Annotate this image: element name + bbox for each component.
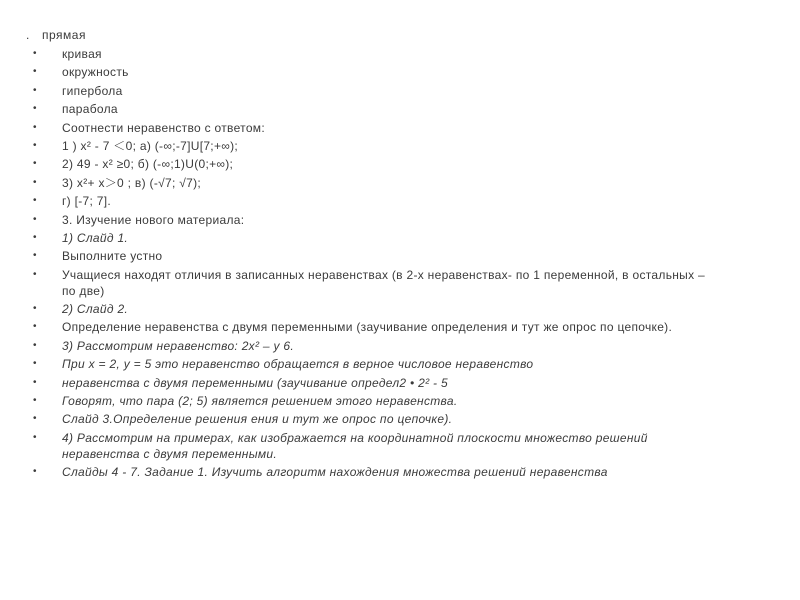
bullet-icon: • [33, 339, 37, 351]
bullet-icon: • [33, 431, 37, 443]
list-item-text: парабола [62, 102, 118, 117]
list-item-text: Соотнести неравенство с ответом: [62, 120, 265, 135]
list-item [0, 156, 760, 172]
bullet-icon: • [33, 48, 37, 59]
bullet-icon: • [33, 321, 37, 333]
bullet-icon: • [33, 213, 37, 225]
bullet-icon: • [33, 66, 37, 78]
list-item [0, 212, 760, 228]
first-line-marker: . [26, 28, 30, 42]
bullet-icon: • [33, 139, 37, 151]
list-item-text: Говорят, что пара (2; 5) является решением этого неравенства. [62, 394, 458, 409]
list-item-text: 2) 49 - x² ≥0; б) (-∞;1)U(0;+∞); [62, 157, 234, 172]
list-item-text: окружность [62, 65, 129, 80]
bullet-icon: • [33, 303, 37, 315]
list-item [0, 64, 760, 80]
list-item-text: 3. Изучение нового материала: [62, 212, 245, 227]
bullet-icon: • [33, 195, 37, 207]
list-item [0, 83, 760, 99]
list-item [0, 464, 760, 480]
list-item [0, 248, 760, 264]
bullet-icon: • [33, 466, 37, 478]
list-item [0, 267, 760, 299]
list-item [0, 138, 760, 154]
list-item-text: неравенства с двумя переменными (заучивание определ2 • 2² - 5 [62, 375, 448, 390]
list-item-text: 3) x²+ x＞0 ; в) (-√7; √7); [62, 175, 202, 190]
bullet-icon: • [33, 413, 37, 425]
bullet-icon: • [33, 250, 37, 262]
list-item [0, 375, 760, 391]
bullet-icon: • [33, 231, 37, 243]
bullet-icon: • [33, 358, 37, 370]
list-item [0, 193, 760, 209]
list-item-text: Выполните устно [62, 249, 163, 264]
list-item-text: Определение неравенства с двумя переменными (заучивание определения и тут же опрос по цепочке). [62, 320, 673, 335]
list-item-text: гипербола [62, 83, 123, 98]
list-item [0, 411, 760, 427]
list-item-text: При x = 2, y = 5 это неравенство обращается в верное числовое неравенство [62, 357, 534, 372]
bullet-icon: • [33, 84, 37, 96]
list-item-text: 4) Рассмотрим на примерах, как изображается на координатной плоскости множество решений неравенства с двумя переменными. [62, 430, 648, 461]
bullet-icon: • [33, 376, 37, 388]
list-item [0, 393, 760, 409]
list-item-text: кривая [62, 47, 102, 61]
bullet-icon: • [33, 103, 37, 115]
list-item-text: 2) Слайд 2. [62, 302, 129, 317]
list-item-text: Слайд 3.Определение решения ения и тут же опрос по цепочке). [62, 412, 453, 427]
list-item [0, 338, 760, 354]
list-item-text: 1 ) x² - 7 ＜0; а) (-∞;-7]U[7;+∞); [62, 138, 239, 153]
bullet-icon: • [33, 395, 37, 407]
list-item [0, 356, 760, 372]
list-item-text: 1) Слайд 1. [62, 230, 129, 245]
bullet-icon: • [33, 176, 37, 188]
list-item-text: Слайды 4 - 7. Задание 1. Изучить алгоритм нахождения множества решений неравенства [62, 465, 608, 480]
list-item-text: г) [-7; 7]. [62, 194, 112, 209]
first-line [26, 27, 86, 43]
list-item [0, 120, 760, 136]
bullet-icon: • [33, 121, 37, 133]
first-line-text: прямая [42, 28, 86, 42]
list-item-text: Учащиеся находят отличия в записанных неравенствах (в 2-х неравенствах- по 1 переменной, в остальных – по две) [62, 267, 706, 298]
list-item [0, 175, 760, 191]
list-item [0, 101, 760, 117]
list-item-text: 3) Рассмотрим неравенство: 2x² – y 6. [62, 338, 295, 353]
bullet-list [0, 46, 760, 483]
bullet-icon: • [33, 268, 37, 280]
list-item [0, 430, 760, 462]
list-item [0, 301, 760, 317]
bullet-icon: • [33, 158, 37, 170]
list-item [0, 46, 760, 62]
list-item [0, 230, 760, 246]
list-item [0, 319, 760, 335]
